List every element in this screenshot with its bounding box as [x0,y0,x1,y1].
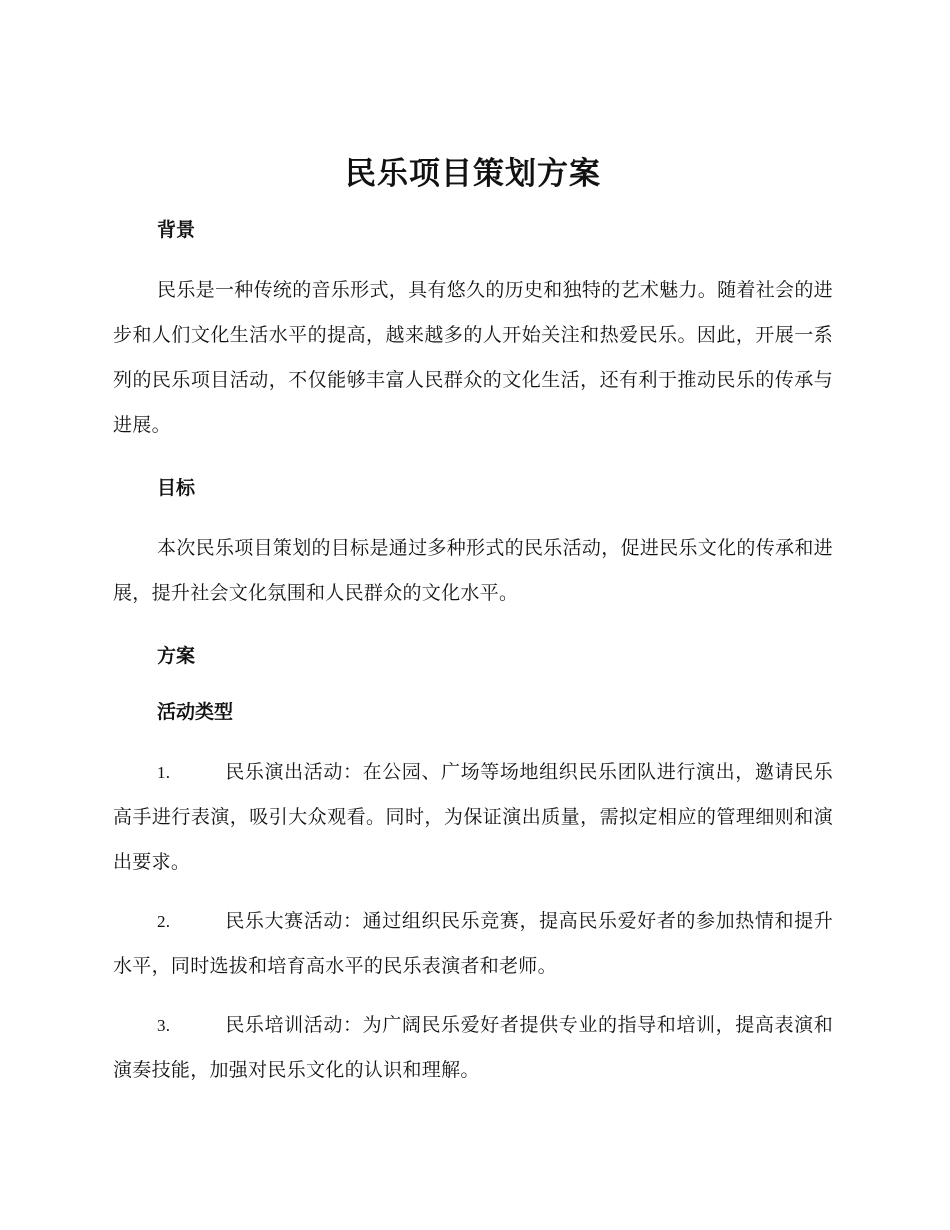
section-heading-goal: 目标 [157,477,196,499]
list-item-number: 1. [157,763,171,782]
list-item [113,1003,833,1093]
list-item-text: 民乐演出活动：在公园、广场等场地组织民乐团队进行演出，邀请民乐高手进行表演，吸引大众观看。同时，为保证演出质量，需拟定相应的管理细则和演出要求。 [113,761,833,873]
document-title: 民乐项目策划方案 [345,156,601,192]
section-heading-plan: 方案 [157,645,196,667]
section-heading-background: 背景 [157,219,196,241]
list-item-text: 民乐大赛活动：通过组织民乐竞赛，提高民乐爱好者的参加热情和提升水平，同时选拔和培育高水平的民乐表演者和老师。 [113,910,833,977]
list-item [113,899,833,989]
list-item-number: 3. [157,1016,171,1035]
list-item-text: 民乐培训活动：为广阔民乐爱好者提供专业的指导和培训，提高表演和演奏技能，加强对民乐文化的认识和理解。 [113,1014,833,1081]
subsection-heading-activity-types: 活动类型 [157,701,234,723]
document-page [113,148,833,1093]
paragraph-background: 民乐是一种传统的音乐形式，具有悠久的历史和独特的艺术魅力。随着社会的进步和人们文化生活水平的提高，越来越多的人开始关注和热爱民乐。因此，开展一系列的民乐项目活动，不仅能够丰富人民群众的文化生活，还有利于推动民乐的传承与进展。 [113,279,833,436]
list-item-number: 2. [157,912,171,931]
paragraph-goal: 本次民乐项目策划的目标是通过多种形式的民乐活动，促进民乐文化的传承和进展，提升社会文化氛围和人民群众的文化水平。 [113,537,833,604]
list-item [113,750,833,885]
